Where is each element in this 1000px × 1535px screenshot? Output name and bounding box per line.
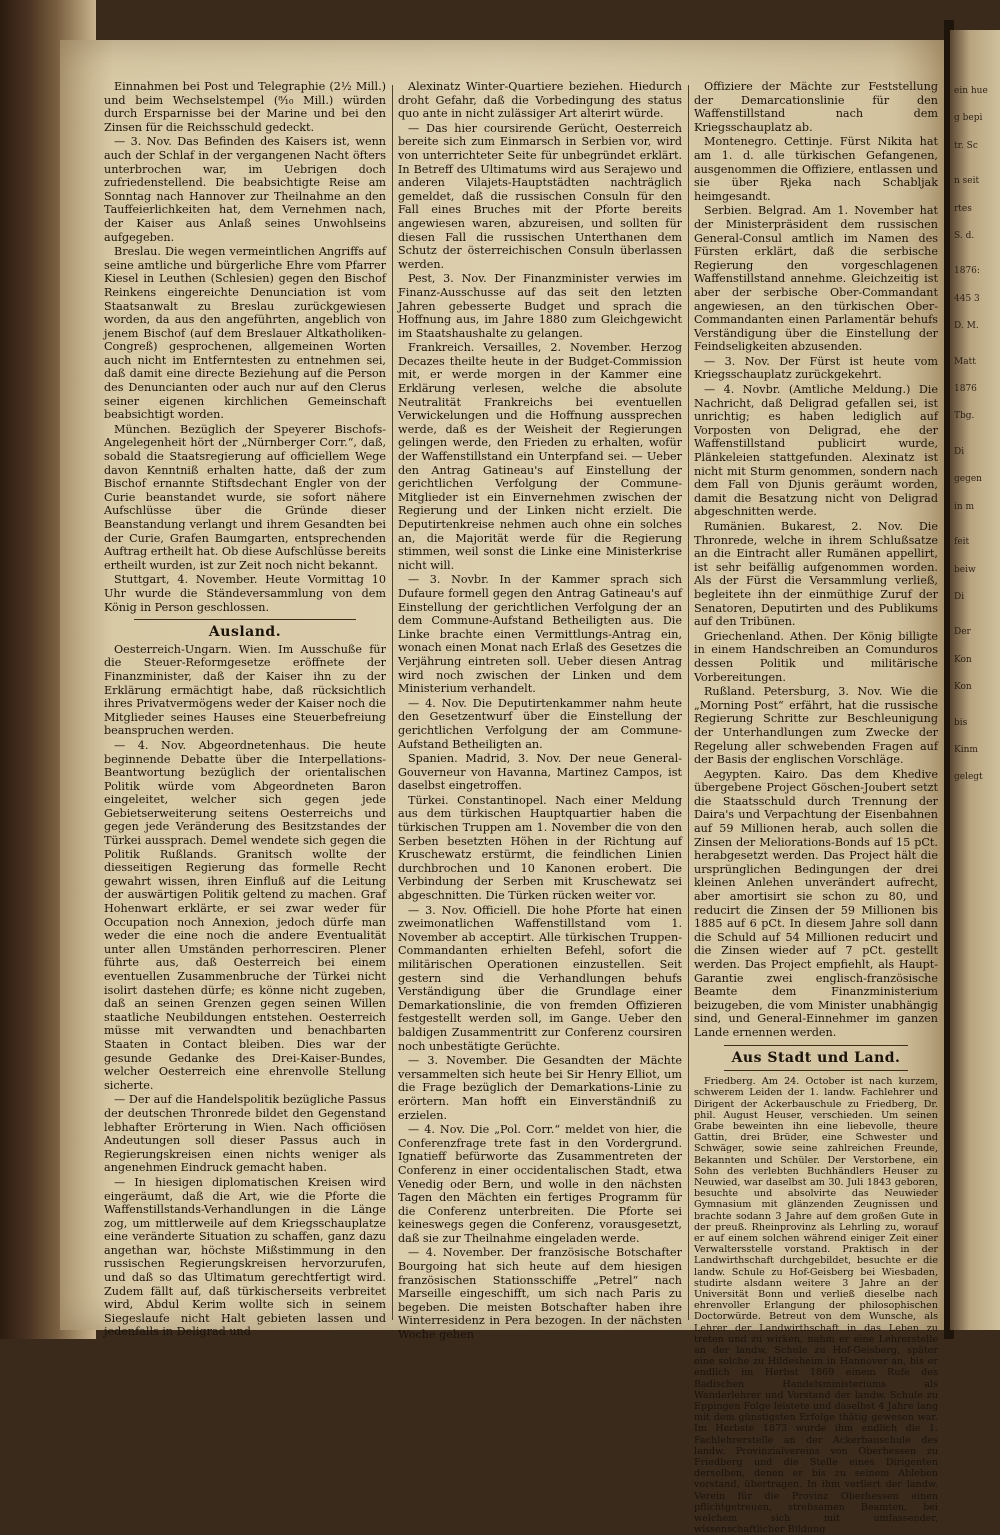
adjacent-page-fragment: 1876 — [954, 384, 977, 395]
column-3 — [694, 80, 938, 1535]
paragraph: Pest, 3. Nov. Der Finanzminister verwies im Finanz-Ausschusse auf das seit den letzten Jahren gebesserte Budget und sprach die Hoffnung aus, im Jahre 1880 zum Gleichgewicht im Staatshaushalte zu gelangen. — [398, 272, 682, 340]
paragraph: — Der auf die Handelspolitik bezügliche Passus der deutschen Thronrede bildet den Gegenstand lebhafter Erörterung in Wien. Nach officiösen Andeutungen soll dieser Passus auch in Regierungskreisen einen nichts weniger als angenehmen Eindruck gemacht haben. — [104, 1093, 386, 1175]
paragraph: Spanien. Madrid, 3. Nov. Der neue General-Gouverneur von Havanna, Martinez Campos, ist daselbst eingetroffen. — [398, 752, 682, 793]
adjacent-page-fragment: gelegt — [954, 772, 983, 783]
paragraph: — Das hier coursirende Gerücht, Oesterreich bereite sich zum Einmarsch in Serbien vor, wird von unterrichteter Seite für unbegründet erklärt. In Betreff des Ultimatums wird aus Serajewo und anderen Vilajets-Hauptstädten nachträglich gemeldet, daß die russischen Consuln für den Fall eines Bruches mit der Pforte bereits angewiesen waren, abzureisen, und sollten für diesen Fall die russischen Unterthanen dem Schutz der österreichischen Consuln überlassen werden. — [398, 121, 682, 271]
paragraph: — 3. Nov. Officiell. Die hohe Pforte hat einen zweimonatlichen Waffenstillstand vom 1. November ab acceptirt. Alle türkischen Truppen-Commandanten erhielten Befehl, sofort die militärischen Operationen einzustellen. Seit gestern sind die Verhandlungen behufs Verständigung über die Grundlage einer Demarkationslinie, die von fremden Offizieren festgestellt werden soll, im Gange. Ueber den baldigen Zusammentritt zur Conferenz coursiren noch unbestätigte Gerüchte. — [398, 903, 682, 1053]
adjacent-page-fragment: in m — [954, 501, 975, 512]
adjacent-page-fragment: tr. Sc — [954, 140, 978, 151]
column-rule — [392, 85, 393, 1320]
paragraph: Frankreich. Versailles, 2. November. Herzog Decazes theilte heute in der Budget-Commission mit, er werde morgen in der Kammer eine Erklärung verlesen, welche die absolute Neutralität Frankreichs bei eventuellen Verwickelungen und die Hoffnung aussprechen werde, daß es der Weisheit der Regierungen gelingen werde, den Frieden zu erhalten, wofür der Waffenstillstand ein Unterpfand sei. — Ueber den Antrag Gatineau's auf Einstellung der gerichtlichen Verfolgung der Commune-Mitglieder ist ein Einvernehmen zwischen der Regierung und der Linken nicht erzielt. Die Deputirtenkreise nehmen auch ohne ein solches an, die Majorität werde für die Regierung stimmen, weil sonst die Linke eine Ministerkrise nicht will. — [398, 341, 682, 572]
paragraph: Einnahmen bei Post und Telegraphie (2½ Mill.) und beim Wechselstempel (⁸⁄₁₀ Mill.) würden durch Ersparnisse bei der Marine und bei den Zinsen für die Reichsschuld gedeckt. — [104, 80, 386, 134]
adjacent-page-text — [954, 85, 1000, 807]
paragraph: — 3. Novbr. In der Kammer sprach sich Dufaure formell gegen den Antrag Gatineau's auf Einstellung der gerichtlichen Verfolgung der an dem Commune-Aufstand Betheiligten aus. Die Linke brachte einen Vermittlungs-Antrag ein, wonach einen Monat nach Erlaß des Gesetzes die Verjährung eintreten soll. Ueber diesen Antrag wird noch zwischen der Linken und dem Ministerium verhandelt. — [398, 573, 682, 696]
adjacent-page-fragment: Matt — [954, 356, 976, 367]
paragraph: Rußland. Petersburg, 3. Nov. Wie die „Morning Post“ erfährt, hat die russische Regierung Schritte zur Beschleunigung der Unterhandlungen zum Zwecke der Regelung aller schwebenden Fragen auf der Basis der englischen Vorschläge. — [694, 685, 938, 767]
paragraph: Serbien. Belgrad. Am 1. November hat der Ministerpräsident dem russischen General-Consul amtlich im Namen des Fürsten erklärt, daß die serbische Regierung den vorgeschlagenen Waffenstillstand annehme. Gleichzeitig ist aber der serbische Ober-Commandant angewiesen, an den türkischen Ober-Commandanten einen Parlamentär behufs Verständigung über die Einstellung der Feindseligkeiten abzusenden. — [694, 204, 938, 354]
paragraph: Stuttgart, 4. November. Heute Vormittag 10 Uhr wurde die Ständeversammlung von dem König in Person geschlossen. — [104, 573, 386, 614]
paragraph: Rumänien. Bukarest, 2. Nov. Die Thronrede, welche in ihrem Schlußsatze an die Eintracht aller Rumänen appellirt, ist sehr beifällig aufgenommen worden. Als der Fürst die Versammlung verließ, begleitete ihn der einmüthige Zuruf der Senatoren, Deputirten und des Publikums auf den Tribünen. — [694, 520, 938, 629]
section-heading-ausland: Ausland. — [208, 624, 282, 641]
adjacent-page-fragment: g bepi — [954, 113, 983, 124]
column-1 — [104, 80, 386, 1339]
paragraph: Breslau. Die wegen vermeintlichen Angriffs auf seine amtliche und bürgerliche Ehre vom Pfarrer Kiesel in Leuthen (Schlesien) gegen den Bischof Reinkens eingereichte Denunciation ist vom Staatsanwalt zu Breslau zurückgewiesen worden, da aus den angeführten, angeblich von jenem Bischof (auf dem Breslauer Altkatholiken-Congreß) gesprochenen, allgemeinen Worten auch nicht im Entferntesten zu entnehmen sei, daß damit eine directe Beziehung auf die Person des Denuncianten oder auch nur auf den Clerus seiner eigenen kirchlichen Gemeinschaft beabsichtigt worden. — [104, 245, 386, 422]
paragraph: — 4. Novbr. (Amtliche Meldung.) Die Nachricht, daß Deligrad gefallen sei, ist unrichtig; es haben lediglich auf Vorposten von Deligrad, ehe der Waffenstillstand publicirt wurde, Plänkeleien stattgefunden. Alexinatz ist nicht mit Sturm genommen, sondern nach dem Fall von Djunis geräumt worden, damit die Besatzung nicht von Deligrad abgeschnitten werde. — [694, 383, 938, 519]
adjacent-page-fragment: Tbg. — [954, 411, 975, 422]
adjacent-page-fragment: Kon — [954, 682, 972, 693]
column-2 — [398, 80, 682, 1342]
adjacent-page-fragment: beiw — [954, 564, 976, 575]
adjacent-page-fragment: 1876: — [954, 266, 980, 277]
article-columns — [96, 80, 941, 1535]
paragraph: Alexinatz Winter-Quartiere beziehen. Hiedurch droht Gefahr, daß die Vorbedingung des status quo ante in nicht zulässiger Art alterirt würde. — [398, 80, 682, 121]
paragraph: Aegypten. Kairo. Das dem Khedive übergebene Project Göschen-Joubert setzt die Staatsschuld durch Trennung der Daira's und Verpachtung der Eisenbahnen auf 59 Millionen herab, auch sollen die Zinsen der Meliorations-Bonds auf 15 pCt. herabgesetzt werden. Das Project hält die ursprünglichen Bedingungen der drei kleinen Anlehen unverändert aufrecht, aber amortisirt sie schon zu 80, und reducirt die Zinsen der 59 Millionen bis 1885 auf 6 pCt. In diesem Jahre soll dann die Schuld auf 54 Millionen reducirt und die Zinsen wieder auf 7 pCt. gestellt werden. Das Project empfiehlt, als Haupt-Garantie zwei englisch-französische Beamte dem Finanzministerium beizugeben, die vom Minister unabhängig sind, und General-Einnehmer im ganzen Lande ernennen werden. — [694, 767, 938, 1039]
paragraph: — 3. Nov. Das Befinden des Kaisers ist, wenn auch der Schlaf in der vergangenen Nacht öfters unterbrochen war, im Uebrigen doch zufriedenstellend. Die beabsichtigte Reise am Sonntag nach Hannover zur Theilnahme an den Tauffeierlichkeiten hat, dem Vernehmen nach, der Kaiser aus Anlaß seines Unwohlseins aufgegeben. — [104, 135, 386, 244]
adjacent-page-fragment: gegen — [954, 474, 982, 485]
paragraph: — In hiesigen diplomatischen Kreisen wird eingeräumt, daß die Art, wie die Pforte die Waffenstillstands-Verhandlungen in die Länge zog, um mittlerweile auf dem Kriegsschauplatze eine veränderte Situation zu schaffen, ganz dazu angethan war, höchste Mißstimmung in den russischen Regierungskreisen hervorzurufen, und daß so das Ultimatum gerechtfertigt wird. Zudem fällt auf, daß türkischerseits verbreitet wird, Abdul Kerim wollte sich in seinem Siegeslaufe nicht Halt gebieten lassen und jedenfalls in Deligrad und — [104, 1175, 386, 1339]
paragraph: — 4. Nov. Die Deputirtenkammer nahm heute den Gesetzentwurf über die Einstellung der gerichtlichen Verfolgung der am Commune-Aufstand Betheiligten an. — [398, 696, 682, 751]
adjacent-page-edge — [950, 30, 1000, 1330]
paragraph: — 3. November. Die Gesandten der Mächte versammelten sich heute bei Sir Henry Elliot, um die Frage bezüglich der Demarkations-Linie zu erörtern. Man hofft ein Einverständniß zu erzielen. — [398, 1054, 682, 1122]
column-rule — [688, 85, 689, 1320]
paragraph: Griechenland. Athen. Der König billigte in einem Handschreiben an Comunduros dessen Politik und militärische Vorbereitungen. — [694, 629, 938, 684]
paragraph: — 3. Nov. Der Fürst ist heute vom Kriegsschauplatz zurückgekehrt. — [694, 354, 938, 382]
adjacent-page-fragment: D. M. — [954, 321, 979, 332]
divider — [724, 1070, 908, 1071]
adjacent-page-fragment: S. d. — [954, 231, 975, 242]
adjacent-page-fragment: feit — [954, 537, 970, 548]
paragraph: Montenegro. Cettinje. Fürst Nikita hat am 1. d. alle türkischen Gefangenen, ausgenommen die Offiziere, entlassen und sie über Rjeka nach Schabljak heimgesandt. — [694, 135, 938, 203]
divider — [724, 1045, 908, 1046]
paragraph: — 4. Nov. Die „Pol. Corr.“ meldet von hier, die Conferenzfrage trete fast in den Vordergrund. Ignatieff befürworte das Zusammentreten der Conferenz in einer occidentalischen Stadt, etwa Venedig oder Bern, und wolle in den nächsten Tagen den Mächten ein fertiges Programm für die Conferenz unterbreiten. Die Pforte sei keineswegs gegen die Conferenz, vorausgesetzt, daß sie zur Theilnahme eingeladen werde. — [398, 1123, 682, 1245]
adjacent-page-fragment: Der — [954, 627, 971, 638]
paragraph: — 4. November. Der französische Botschafter Bourgoing hat sich heute auf dem hiesigen französischen Stationsschiffe „Petrel“ nach Marseille eingeschifft, um sich nach Paris zu begeben. Die meisten Botschafter haben ihre Winterresidenz in Pera bezogen. In der nächsten Woche gehen — [398, 1246, 682, 1342]
adjacent-page-fragment: Di — [954, 591, 965, 602]
adjacent-page-fragment: ein hue — [954, 86, 988, 96]
adjacent-page-fragment: n seit — [954, 176, 980, 187]
paragraph: Oesterreich-Ungarn. Wien. Im Ausschuße für die Steuer-Reformgesetze eröffnete der Finanzminister, daß der Kaiser ihn zu der Erklärung ermächtigt habe, daß rücksichtlich ihres Privatvermögens weder der Kaiser noch die Mitglieder seines Hauses eine Steuerbefreiung beanspruchen werden. — [104, 642, 386, 738]
paragraph: Türkei. Constantinopel. Nach einer Meldung aus dem türkischen Hauptquartier haben die türkischen Truppen am 1. November die von den Serben besetzten Höhen in der Richtung auf Kruschewatz erstürmt, die feindlichen Linien durchbrochen und 10 Kanonen erobert. Die Verbindung der Serben mit Kruschewatz sei abgeschnitten. Die Türken rücken weiter vor. — [398, 793, 682, 903]
section-heading-stadt-und-land: Aus Stadt und Land. — [731, 1049, 901, 1066]
adjacent-page-fragment: Kon — [954, 654, 972, 665]
paragraph: München. Bezüglich der Speyerer Bischofs-Angelegenheit hört der „Nürnberger Corr.“, daß, sobald die Staatsregierung auf officiellem Wege davon Kenntniß erhalten hatte, daß der zum Bischof ernannte Stiftsdechant Engler von der Curie beanstandet wurde, sie sofort nähere Aufschlüsse über die Gründe dieser Beanstandung verlangt und ihrem Gesandten bei der Curie, Grafen Baumgarten, entsprechenden Auftrag ertheilt hat. Ob diese Aufschlüsse bereits ertheilt wurden, ist zur Zeit noch nicht bekannt. — [104, 422, 386, 572]
divider — [134, 619, 356, 620]
adjacent-page-fragment: bis — [954, 717, 968, 728]
adjacent-page-fragment: rtes — [954, 203, 972, 214]
paragraph: Friedberg. Am 24. October ist nach kurzem, schwerem Leiden der 1. landw. Fachlehrer und Dirigent der Ackerbauschule zu Friedberg, Dr. phil. August Heuser, verschieden. Um seinen Grabe beweinten ihn eine liebevolle, theure Gattin, drei Brüder, eine Schwester und Schwäger, sowie seine zahlreichen Freunde, Bekannten und Schüler. Der Verstorbene, ein Sohn des verlebten Buchhändlers Heuser zu Neuwied, war daselbst am 30. Juli 1843 geboren, besuchte und absolvirte das Neuwieder Gymnasium mit glänzenden Zeugnissen und brachte sodann 3 Jahre auf dem großen Gute in der preuß. Rheinprovinz als Lehrling zu, worauf er auf einem solchen während einiger Zeit einer Verwaltersstelle vorstand. Praktisch in der Landwirthschaft durchgebildet, besuchte er die landw. Schule zu Hof-Geisberg bei Wiesbaden, studirte alsdann weitere 3 Jahre an der Universität Bonn und verließ dieselbe nach ehrenvoller Erlangung der philosophischen Doctorwürde. Betreut von dem Wunsche, als Lehrer der Landwirthschaft in das Leben zu treten und zu wirken, nahm er eine Lehrerstelle an der landw. Schule zu Hof-Geisberg, später eine solche zu Hildesheim in Hannover an, bis er endlich im Herbst 1869 einem Rufe des Badischen Handelsministeriums als Wanderlehrer und Vorstand der landw. Schule zu Eppingen Folge leistete und daselbst 4 Jahre lang mit dem günstigsten Erfolge thätig gewesen war. Im Herbste 1873 wurde ihm endlich die 1. Fachlehrerstelle an der Ackerbauschule des landw. Provinzialvereins von Oberhessen zu Friedberg und die Stelle eines Dirigenten derselben, denen er bis zu seinem Ableben vorstand, übertragen. In ihm verliert der landw. Verein für die Provinz Oberhessen einen pflichtgetreuen, strebsamen Beamten, bei welchem sich mit umfassender, wissenschaftlicher Bildung — [694, 1076, 938, 1535]
adjacent-page-fragment: 445 3 — [954, 293, 980, 304]
paragraph: — 4. Nov. Abgeordnetenhaus. Die heute beginnende Debatte über die Interpellations-Beantwortung bezüglich der orientalischen Politik würde vom Abgeordneten Baron eingeleitet, welcher sich gegen jede Gebietserweiterung seitens Oesterreichs und gegen jede Veränderung des Besitzstandes der Türkei aussprach. Demel wendete sich gegen die Politik Rußlands. Granitsch wollte der diesseitigen Regierung das formelle Recht gewahrt wissen, ihren Einfluß auf die Leitung der auswärtigen Politik geltend zu machen. Graf Hohenwart erklärte, er sei zwar weder für Occupation noch Annexion, jedoch dürfe man weder die eine noch die andere Eventualität unter allen Umständen perhorresciren. Plener führte aus, daß Oesterreich bei einem eventuellen Zusammenbruche der Türkei nicht isolirt dastehen dürfe; es könne nicht zugeben, daß an seinen Grenzen gegen seinen Willen staatliche Neubildungen entstehen. Oesterreich müsse mit verwandten und benachbarten Staaten in Contact bleiben. Dies war der gesunde Gedanke des Drei-Kaiser-Bundes, welcher Oesterreich eine ehrenvolle Stellung sicherte. — [104, 738, 386, 1092]
paragraph: Offiziere der Mächte zur Feststellung der Demarcationslinie für den Waffenstillstand nach dem Kriegsschauplatz ab. — [694, 80, 938, 134]
adjacent-page-fragment: Di — [954, 446, 965, 457]
adjacent-page-fragment: Kinm — [954, 744, 978, 755]
